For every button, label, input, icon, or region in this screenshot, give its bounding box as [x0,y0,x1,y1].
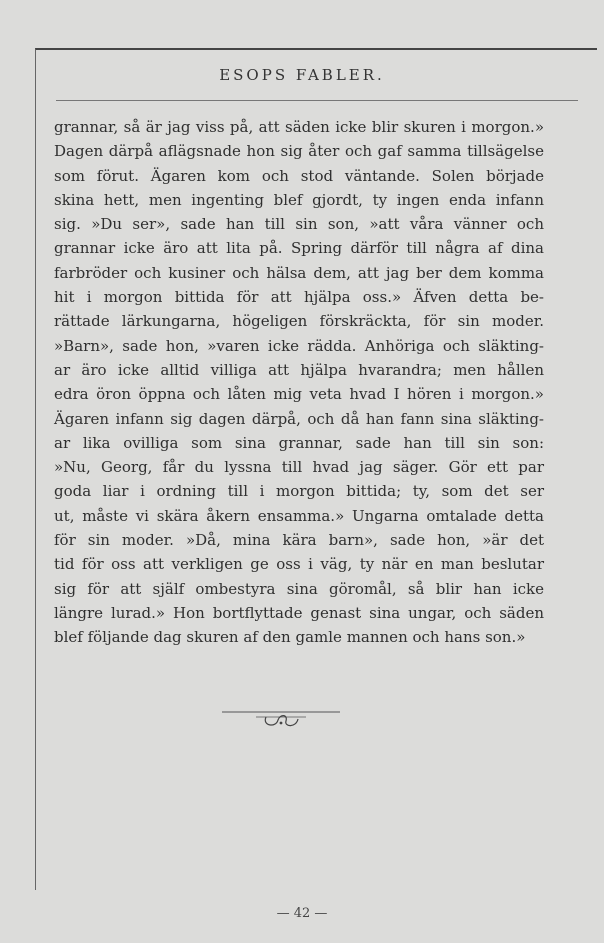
page-number: — 42 — [276,906,328,921]
text-line: grannar, så är jag viss på, att säden icke blir skuren i morgon.» [54,118,544,136]
text-line: farbröder och kusiner och hälsa dem, att jag ber dem komma [54,263,544,282]
text-line: ar äro icke alltid villiga att hjälpa hvarandra; men hållen [54,360,544,379]
running-head: ESOPS FABLER. [219,66,385,84]
body-text [54,115,544,650]
text-line: Ägaren infann sig dagen därpå, och då han fann sina släkting- [54,409,544,428]
text-line: »Nu, Georg, får du lyssna till hvad jag säger. Gör ett par [54,458,544,477]
text-line: längre lurad.» Hon bortflyttade genast sina ungar, och säden [54,603,544,622]
text-line: som förut. Ägaren kom och stod väntande. Solen började [54,166,544,185]
text-line: för sin moder. »Då, mina kära barn», sade hon, »är det [54,531,544,550]
text-line: skina hett, men ingenting blef gjordt, ty ingen enda infann [54,190,544,209]
text-line: hit i morgon bittida för att hjälpa oss.» Äfven detta be- [54,288,544,307]
text-line: blef följande dag skuren af den gamle mannen och hans son.» [54,628,526,647]
text-line: goda liar i ordning till i morgon bittida; ty, som det ser [54,482,544,501]
text-line: sig. »Du ser», sade han till sin son, »att våra vänner och [54,215,544,234]
ornament-icon [222,708,340,730]
text-line: Dagen därpå aflägsnade hon sig åter och gaf samma tillsägelse [54,142,544,161]
text-line: grannar icke äro att lita på. Spring därför till några af dina [54,239,544,258]
header-rule [56,100,578,101]
text-line: tid för oss att verkligen ge oss i väg, ty när en man beslutar [54,555,544,574]
text-line: edra öron öppna och låten mig veta hvad I hören i morgon.» [54,385,544,404]
text-line: »Barn», sade hon, »varen icke rädda. Anhöriga och släkting- [54,336,544,355]
text-line: ar lika ovilliga som sina grannar, sade han till sin son: [54,433,544,452]
text-line: ut, måste vi skära åkern ensamma.» Ungarna omtalade detta [54,506,544,525]
text-line: sig för att själf ombestyra sina göromål, så blir han icke [54,579,544,598]
text-line: rättade lärkungarna, högeligen förskräckta, för sin moder. [54,312,544,331]
